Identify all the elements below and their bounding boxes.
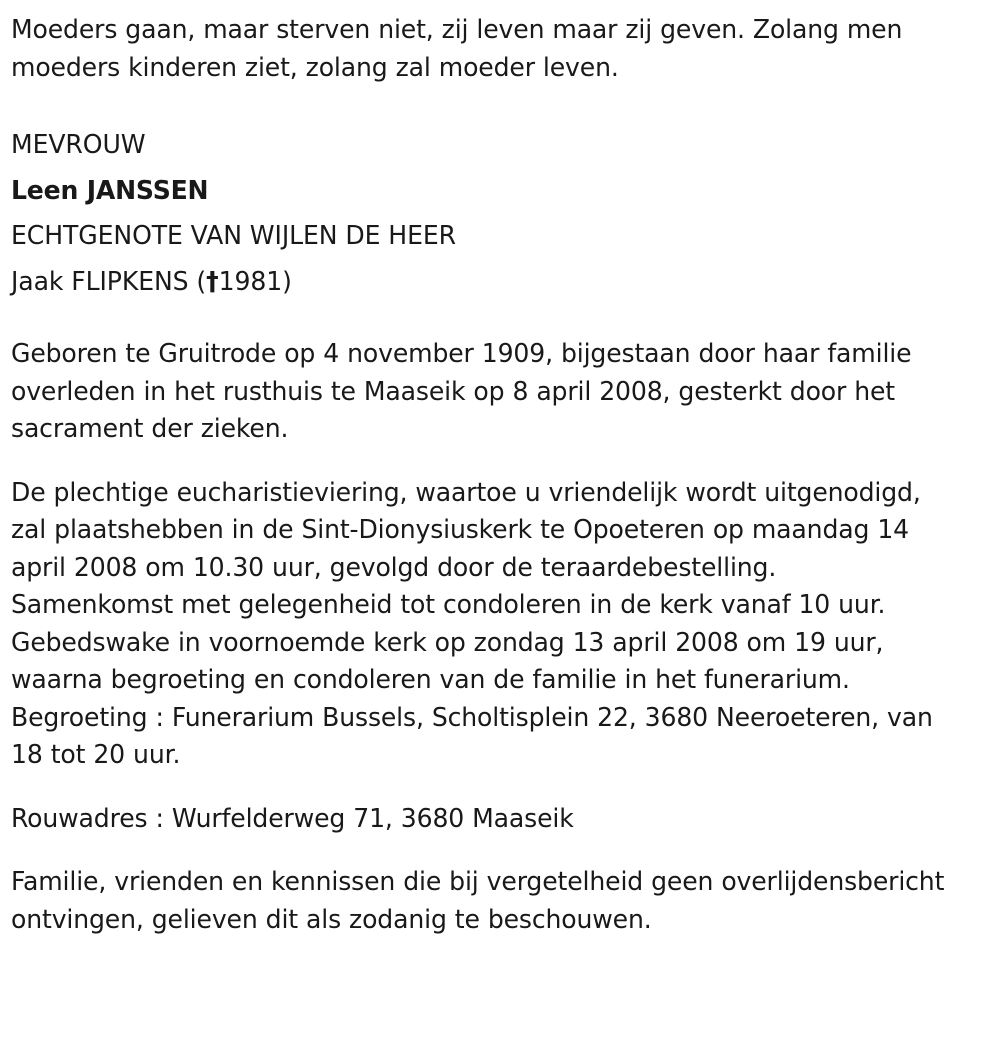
spacer-address-closing (11, 838, 992, 864)
spouse-line (11, 260, 977, 306)
spouse-name-prefix: Jaak FLIPKENS ( (11, 266, 207, 297)
service-line-3: april 2008 om 10.30 uur, gevolgd door de teraardebestelling. (11, 552, 777, 583)
spouse-name-suffix: ) (282, 266, 292, 297)
relation-label: ECHTGENOTE VAN WIJLEN DE HEER (11, 221, 456, 251)
spacer-identity-life (11, 305, 992, 336)
mourning-address: Rouwadres : Wurfelderweg 71, 3680 Maaseik (11, 803, 574, 834)
salutation-title: MEVROUW (11, 130, 146, 160)
service-details-block (11, 475, 992, 775)
spacer-quote-identity (11, 87, 992, 123)
service-line-2: zal plaatshebben in de Sint-Dionysiuskerk te Opoeteren op maandag 14 (11, 515, 909, 545)
spacer-life-service (11, 449, 992, 475)
life-dates-paragraph: Geboren te Gruitrode op 4 november 1909, bijgestaan door haar familie overleden in het rusthuis te Maaseik op 8 april 2008, gesterkt door het sacrament der zieken. (11, 339, 912, 444)
spacer-service-address (11, 775, 992, 801)
closing-note: Familie, vrienden en kennissen die bij vergetelheid geen overlijdensbericht ontvingen, gelieven dit als zodanig te beschouwen. (11, 867, 945, 935)
deceased-name: Leen JANSSEN (11, 175, 209, 206)
dagger-icon: † (206, 266, 219, 297)
service-line-8: 18 tot 20 uur. (11, 740, 181, 770)
identity-block (11, 123, 992, 305)
service-line-1: De plechtige eucharistieviering, waartoe u vriendelijk wordt uitgenodigd, (11, 477, 921, 508)
service-line-7: Begroeting : Funerarium Bussels, Scholtisplein 22, 3680 Neeroeteren, van (11, 702, 933, 733)
service-line-5: Gebedswake in voornoemde kerk op zondag 13 april 2008 om 19 uur, (11, 627, 884, 658)
service-line-4: Samenkomst met gelegenheid tot condoleren in de kerk vanaf 10 uur. (11, 590, 886, 620)
spouse-death-year: 1981 (218, 266, 283, 297)
memorial-quote: Moeders gaan, maar sterven niet, zij leven maar zij geven. Zolang men moeders kinderen ziet, zolang zal moeder leven. (11, 15, 903, 83)
service-line-6: waarna begroeting en condoleren van de familie in het funerarium. (11, 665, 850, 695)
